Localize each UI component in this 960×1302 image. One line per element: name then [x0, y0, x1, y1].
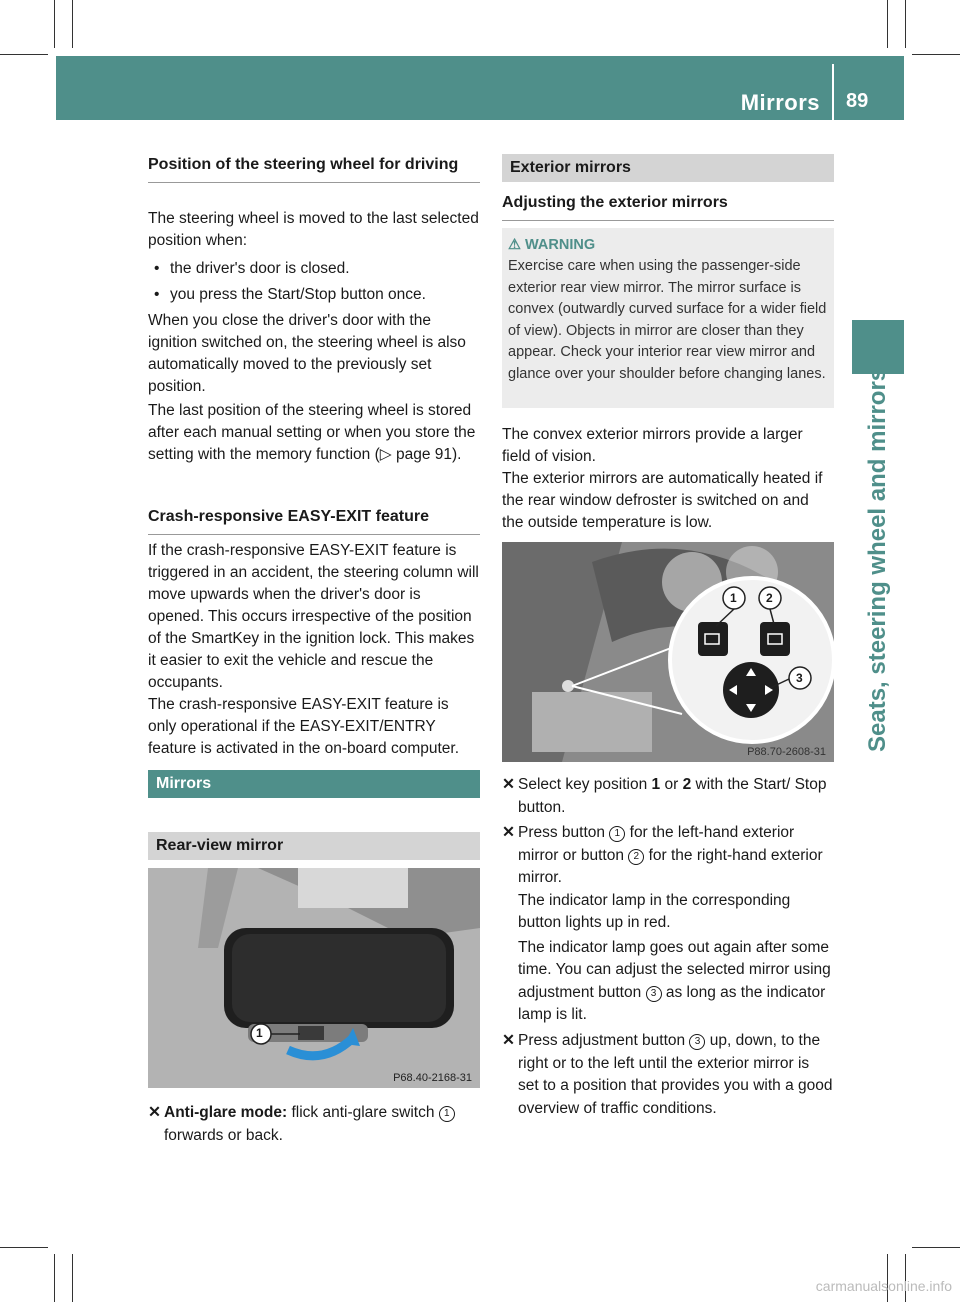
callout-ref: 3	[646, 986, 662, 1002]
paragraph: The last position of the steering wheel is stored after each manual setting or when you store the setting with the memory function (▷ page 91).	[148, 402, 476, 463]
crop-mark	[912, 54, 960, 55]
instruction-step	[148, 1102, 480, 1147]
instruction-step	[502, 822, 834, 1027]
warning-body: Exercise care when using the passenger-side exterior rear view mirror. The mirror surface is convex (outwardly curved surface for a wider field of view). Objects in mirror are closer than they appear. Check your interior rear view mirror and glance over your shoulder before changing lanes.	[508, 258, 827, 382]
section-title: Mirrors	[740, 90, 820, 115]
callout-ref: 2	[628, 849, 644, 865]
step-text: with the Start/ Stop button.	[518, 776, 827, 816]
step-text: up, down, to the right or to the left until the exterior mirror is set to a position that provides you with a good overview of traffic conditions.	[518, 1032, 833, 1117]
figure-code: P88.70-2608-31	[747, 746, 826, 758]
rear-view-mirror-image	[148, 868, 480, 1088]
step-marker-icon: ✕	[502, 824, 515, 841]
list-item-text: the driver's door is closed.	[170, 260, 350, 277]
step-text: Press adjustment button	[518, 1032, 690, 1049]
paragraph: The exterior mirrors are automatically heated if the rear window defroster is switched on and the outside temperature is low.	[502, 470, 823, 531]
callout-2: 2	[766, 591, 773, 605]
warning-title	[508, 234, 828, 256]
step-marker-icon: ✕	[148, 1104, 161, 1121]
step-result: The indicator lamp in the corresponding button lights up in red.	[518, 891, 791, 931]
callout-ref: 1	[609, 826, 625, 842]
callout-ref: 1	[439, 1106, 455, 1122]
crop-mark	[72, 0, 73, 48]
paragraph: The crash-responsive EASY-EXIT feature is only operational if the EASY-EXIT/ENTRY feature is activated in the on-board computer.	[148, 696, 460, 757]
crop-mark	[887, 0, 888, 48]
paragraph: If the crash-responsive EASY-EXIT feature is triggered in an accident, the steering column will move upwards when the driver's door is opened. This occurs irrespective of the position of the SmartKey in the ignition lock. This makes it easier to exit the vehicle and rescue the occupants.	[148, 542, 479, 691]
step-text: as long as the indicator lamp is lit.	[518, 983, 826, 1023]
step-label: Anti-glare mode:	[164, 1104, 288, 1121]
list-item-text: you press the Start/Stop button once.	[170, 286, 426, 303]
paragraph: The steering wheel is moved to the last selected position when:	[148, 210, 479, 249]
rear-view-mirror-illustration	[148, 868, 480, 1088]
header-separator	[832, 64, 834, 120]
callout-1: 1	[256, 1026, 263, 1040]
step-text: flick anti-glare switch	[287, 1104, 439, 1121]
paragraph: The convex exterior mirrors provide a larger field of vision.	[502, 426, 803, 465]
figure-code: P68.40-2168-31	[393, 1072, 472, 1084]
heading-adjusting-mirrors: Adjusting the exterior mirrors	[502, 192, 834, 221]
key-position: 2	[682, 776, 692, 793]
crop-mark	[54, 0, 55, 48]
step-text: Press button	[518, 824, 610, 841]
list-item: • the driver's door is closed.	[154, 260, 350, 277]
crop-mark	[72, 1254, 73, 1302]
step-text: for the right-hand exterior mirror.	[518, 846, 823, 886]
crop-mark	[905, 0, 906, 48]
door-control-illustration	[502, 542, 834, 762]
heading-easy-exit: Crash-responsive EASY-EXIT feature	[148, 506, 480, 535]
step-text: for the left-hand exterior mirror or button	[518, 824, 795, 864]
step-note	[518, 937, 834, 1027]
warning-icon: ⚠	[508, 237, 526, 253]
warning-box	[502, 228, 834, 408]
instruction-step	[502, 1030, 834, 1120]
warning-title-text: WARNING	[525, 237, 596, 253]
callout-1: 1	[730, 591, 737, 605]
key-position: 1	[651, 776, 661, 793]
step-marker-icon: ✕	[502, 1032, 515, 1049]
step-text: or	[660, 776, 683, 793]
crop-mark	[0, 1247, 48, 1248]
page-number: 89	[846, 90, 869, 112]
exterior-mirror-control-image	[502, 542, 834, 762]
step-text: forwards or back.	[164, 1126, 283, 1144]
paragraph: When you close the driver's door with the ignition switched on, the steering wheel is also automatically moved to the previously set position.	[148, 312, 466, 395]
instruction-step	[502, 774, 834, 819]
chapter-title: Seats, steering wheel and mirrors	[864, 368, 891, 753]
watermark: carmanualsonline.info	[815, 1278, 952, 1294]
callout-ref: 3	[689, 1034, 705, 1050]
chapter-tab	[852, 320, 904, 374]
list-item: • you press the Start/Stop button once.	[154, 286, 426, 303]
crop-mark	[54, 1254, 55, 1302]
step-text: Select key position	[518, 776, 652, 793]
section-band-exterior: Exterior mirrors	[502, 154, 834, 182]
step-marker-icon: ✕	[502, 776, 515, 793]
crop-mark	[912, 1247, 960, 1248]
step-text: The indicator lamp goes out again after some time. You can adjust the selected mirror using adjustment button	[518, 938, 831, 1001]
subsection-band-rear-view: Rear-view mirror	[148, 832, 480, 860]
callout-3: 3	[796, 671, 803, 685]
heading-steering-position: Position of the steering wheel for driving	[148, 154, 480, 183]
section-band-mirrors: Mirrors	[148, 770, 480, 798]
crop-mark	[0, 54, 48, 55]
